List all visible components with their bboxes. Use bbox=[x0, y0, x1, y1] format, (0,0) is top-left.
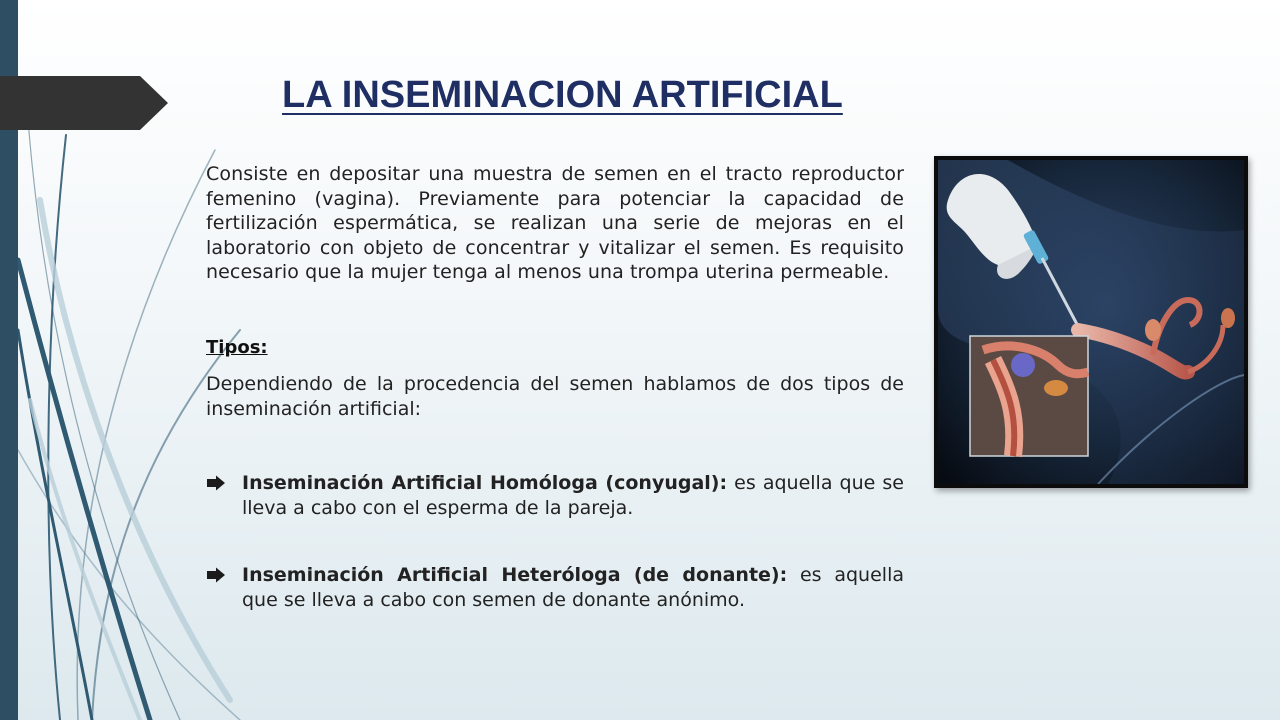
content-area bbox=[206, 162, 904, 613]
illustration-artwork bbox=[938, 160, 1244, 484]
bullet-term: Inseminación Artificial Homóloga (conyugal): bbox=[242, 472, 728, 495]
insemination-illustration bbox=[934, 156, 1248, 488]
bullet-term: Inseminación Artificial Heteróloga (de donante): bbox=[242, 564, 788, 587]
types-list bbox=[206, 471, 904, 612]
list-item bbox=[206, 471, 904, 520]
arrow-pointer-icon bbox=[206, 567, 226, 583]
types-heading: Tipos: bbox=[206, 336, 268, 358]
slide-title: LA INSEMINACION ARTIFICIAL bbox=[282, 74, 843, 116]
intro-paragraph: Consiste en depositar una muestra de semen en el tracto reproductor femenino (vagina). Previamente para potenciar la capacidad de fertilización espermática, se realizan una serie de mejoras en el laboratorio con objeto de concentrar y vitalizar el semen. Es requisito necesario que la mujer tenga al menos una trompa uterina permeable. bbox=[206, 163, 904, 284]
title-arrow-shape bbox=[0, 76, 170, 130]
list-item bbox=[206, 563, 904, 612]
bullet-description: es aquella que se lleva a cabo con semen de donante anónimo. bbox=[242, 564, 904, 611]
types-intro-paragraph: Dependiendo de la procedencia del semen hablamos de dos tipos de inseminación artificial: bbox=[206, 372, 904, 420]
bullet-description: es aquella que se lleva a cabo con el esperma de la pareja. bbox=[242, 472, 904, 519]
arrow-pointer-icon bbox=[206, 475, 226, 491]
